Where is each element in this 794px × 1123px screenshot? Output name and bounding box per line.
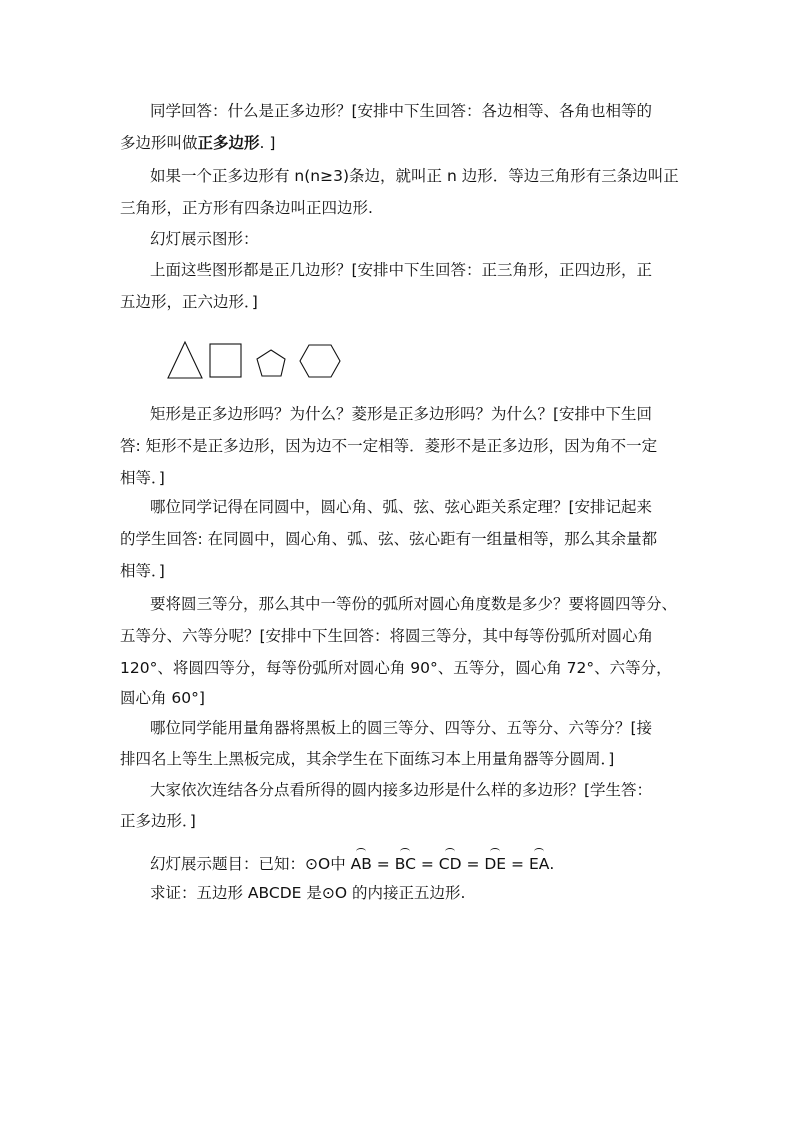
equals-sign: = [415,855,439,873]
arc-label: BC [394,855,416,873]
text-span: 幻灯展示题目：已知：⊙O中 [150,855,351,873]
paragraph-line: 答: 矩形不是正多边形，因为边不一定相等．菱形不是正多边形，因为角不一定 [120,437,658,455]
bold-term: 正多边形 [197,134,260,152]
paragraph-line: 相等．] [120,469,165,487]
equals-sign: = [506,855,529,873]
proof-statement: 求证：五边形 ABCDE 是⊙O 的内接正五边形. [150,884,466,902]
paragraph-line: 三角形，正方形有四条边叫正四边形. [120,199,373,217]
text-span: 多边形叫做 [120,134,198,152]
pentagon-shape [257,350,285,376]
paragraph-line: 哪位同学能用量角器将黑板上的圆三等分、四等分、五等分、六等分？[接 [150,719,653,737]
paragraph-line: 的学生回答: 在同圆中，圆心角、弧、弦、弦心距有一组量相等，那么其余量都 [120,530,658,548]
arc-label: CD [438,855,462,873]
given-statement [150,854,554,874]
paragraph-line: 大家依次连结各分点看所得的圆内接多边形是什么样的多边形？[学生答： [150,781,653,799]
paragraph-line: 矩形是正多边形吗？为什么？菱形是正多边形吗？为什么？[安排中下生回 [150,405,653,423]
paragraph-line: 要将圆三等分，那么其中一等份的弧所对圆心角度数是多少？要将圆四等分、 [150,595,678,613]
hexagon-shape [300,345,340,377]
paragraph-line: 排四名上等生上黑板完成，其余学生在下面练习本上用量角器等分圆周．] [120,750,615,768]
paragraph-line: 如果一个正多边形有 n(n≥3)条边，就叫正 n 边形．等边三角形有三条边叫正 [150,167,679,185]
paragraph-line [120,133,275,153]
paragraph-line: 同学回答：什么是正多边形？[安排中下生回答：各边相等、各角也相等的 [150,102,653,120]
paragraph-line: 五等分、六等分呢？[安排中下生回答：将圆三等分，其中每等份弧所对圆心角 [120,627,654,645]
paragraph-line: 圆心角 60°] [120,689,205,707]
equals-sign: = [461,855,485,873]
text-span: . [549,855,555,873]
paragraph-line: 哪位同学记得在同圆中，圆心角、弧、弦、弦心距关系定理？[安排记起来 [150,498,653,516]
paragraph-line: 幻灯展示图形： [150,230,259,248]
paragraph-line: 正多边形．] [120,812,196,830]
polygon-figures [160,335,350,385]
arc-label: AB [350,855,372,873]
paragraph-line: 相等．] [120,562,165,580]
triangle-shape [168,342,202,378]
paragraph-line: 五边形，正六边形．] [120,293,258,311]
square-shape [210,344,241,377]
paragraph-line: 上面这些图形都是正几边形？[安排中下生回答：正三角形，正四边形，正 [150,261,653,279]
equals-sign: = [371,855,395,873]
text-span: . ] [259,134,276,152]
arc-label: DE [484,855,507,873]
paragraph-line: 120°、将圆四等分，每等份弧所对圆心角 90°、五等分，圆心角 72°、六等分， [120,659,672,677]
arc-label: EA [528,855,550,873]
